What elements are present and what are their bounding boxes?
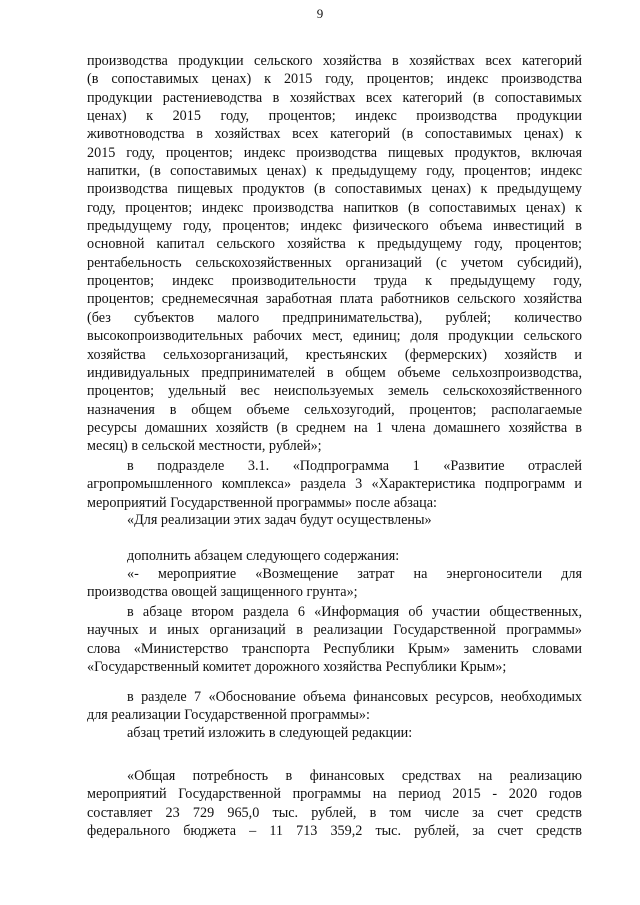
text-line: ценах) к 2015 году, процентов; индекс производства продукции (87, 108, 582, 125)
text-line: мероприятий Государственной программы на период 2015 - 2020 годов (87, 786, 582, 803)
paragraph (87, 724, 582, 742)
text-line: продукции растениеводства в хозяйствах всех категорий (в сопоставимых (87, 89, 582, 106)
text-line: месяц) в сельской местности, рублей»; (87, 438, 322, 455)
text-line: в абзаце втором раздела 6 «Информация об участии общественных, (127, 604, 582, 620)
text-line: (без субъектов малого предпринимательства), рублей; количество (87, 309, 582, 326)
text-line: году, процентов; индекс производства напитков (в сопоставимых ценах) к (87, 199, 582, 216)
paragraph (87, 511, 582, 529)
text-line: федерального бюджета – 11 713 359,2 тыс. рублей, за счет средств (87, 823, 582, 840)
text-line: производства пищевых продуктов (в сопоставимых ценах) к предыдущему (87, 181, 582, 198)
text-line: хозяйства сельхозорганизаций, крестьянских (фермерских) хозяйств и (87, 346, 582, 363)
text-line: «Для реализации этих задач будут осуществлены» (127, 512, 432, 528)
text-line: рентабельность сельскохозяйственных организаций (с учетом субсидий), (87, 254, 582, 271)
text-line: ресурсы домашних хозяйств (в среднем на 1 члена домашнего хозяйства в (87, 419, 582, 436)
text-line: мероприятий Государственной программы» после абзаца: (87, 494, 437, 511)
text-line: в разделе 7 «Обоснование объема финансовых ресурсов, необходимых (127, 689, 582, 705)
text-line: научных и иных организаций в реализации Государственной программы» (87, 622, 582, 639)
text-line: «Государственный комитет дорожного хозяйства Республики Крым»; (87, 659, 507, 676)
text-line: производства овощей защищенного грунта»; (87, 584, 358, 601)
text-line: 2015 году, процентов; индекс производства пищевых продуктов, включая (87, 144, 582, 161)
text-line: слова «Министерство транспорта Республики Крым» заменить словами (87, 640, 582, 657)
text-line: высокопроизводительных рабочих мест, единиц; доля продукции сельского (87, 328, 582, 345)
paragraph (87, 547, 582, 565)
text-line: дополнить абзацем следующего содержания: (127, 548, 400, 564)
paragraph (87, 603, 582, 676)
text-line: «Общая потребность в финансовых средствах на реализацию (127, 768, 582, 784)
text-line: в подразделе 3.1. «Подпрограмма 1 «Развитие отраслей (127, 458, 582, 474)
paragraph (87, 52, 582, 456)
text-line: «- мероприятие «Возмещение затрат на энергоносители для (127, 566, 582, 582)
text-line: (в сопоставимых ценах) к 2015 году, процентов; индекс производства (87, 71, 582, 88)
paragraph (87, 767, 582, 840)
paragraph (87, 565, 582, 602)
paragraph (87, 688, 582, 725)
text-line: составляет 23 729 965,0 тыс. рублей, в том числе за счет средств (87, 804, 582, 821)
text-line: процентов; индекс производительности труда к предыдущему году, (87, 273, 582, 290)
text-line: процентов; удельный вес неиспользуемых земель сельскохозяйственного (87, 383, 582, 400)
text-line: животноводства в хозяйствах всех категорий (в сопоставимых ценах) к (87, 126, 582, 143)
text-line: агропромышленного комплекса» раздела 3 «Характеристика подпрограмм и (87, 476, 582, 493)
text-line: производства продукции сельского хозяйства в хозяйствах всех категорий (87, 53, 582, 69)
text-line: процентов; среднемесячная заработная плата работников сельского хозяйства (87, 291, 582, 308)
paragraph (87, 457, 582, 512)
text-line: напитки, (в сопоставимых ценах) к предыдущему году, процентов; индекс (87, 163, 582, 180)
text-line: назначения в общем объеме сельхозугодий, процентов; располагаемые (87, 401, 582, 418)
text-line: для реализации Государственной программы»: (87, 707, 370, 724)
text-line: абзац третий изложить в следующей редакции: (127, 725, 413, 741)
text-line: индивидуальных предпринимателей в общем объеме сельхозпроизводства, (87, 364, 582, 381)
text-line: основной капитал сельского хозяйства к предыдущему году, процентов; (87, 236, 582, 253)
text-line: предыдущему году, процентов; индекс физического объема инвестиций в (87, 218, 582, 235)
page-number: 9 (316, 6, 324, 21)
